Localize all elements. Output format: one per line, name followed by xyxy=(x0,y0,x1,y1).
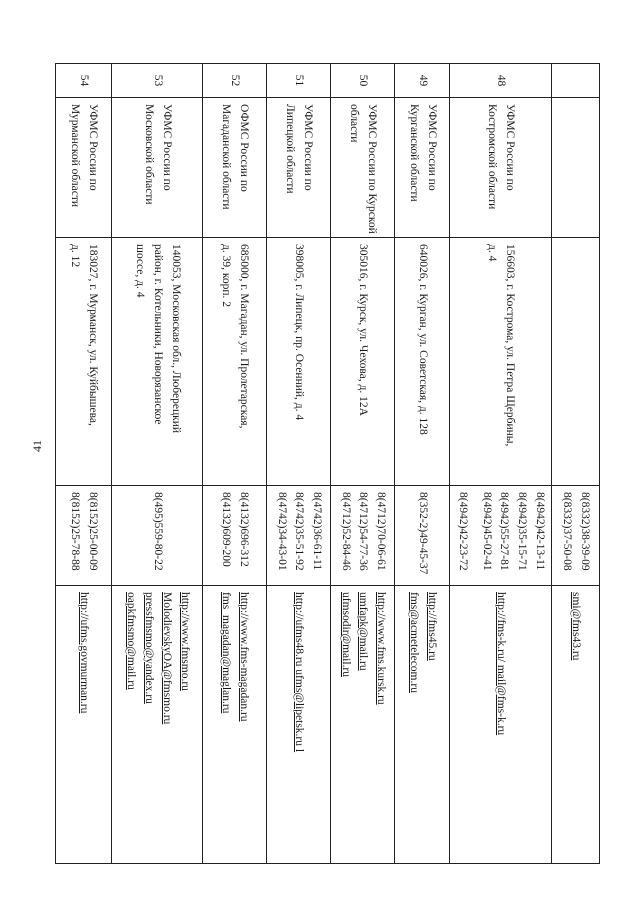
organization-cell xyxy=(394,98,449,238)
organization-cell xyxy=(111,98,202,238)
table-row xyxy=(552,64,600,864)
address-line: д. 12 xyxy=(69,244,82,268)
phone-number: 8(8152)25-00-09 xyxy=(87,492,100,571)
contact-link[interactable]: fms_magadan@maglan.ru xyxy=(220,592,233,714)
table-body xyxy=(55,64,599,864)
contact-links-cell xyxy=(266,586,330,864)
table-row xyxy=(266,64,330,864)
organization-name: УФМС России по Курской xyxy=(366,104,379,234)
phone-number: 8(8332)37-50-08 xyxy=(561,492,574,571)
phone-number: 8(4742)35-51-92 xyxy=(293,492,306,571)
organization-cell xyxy=(266,98,330,238)
contact-link[interactable]: umfapk@mail.ru xyxy=(357,592,370,671)
address-line: район, г. Котельники, Новорязанское xyxy=(151,244,164,425)
row-number: 51 xyxy=(266,64,330,98)
organization-name: Липецкой области xyxy=(284,104,297,194)
address-cell xyxy=(394,238,449,486)
address-line: 156603, г. Кострома, ул. Петра Щербины, xyxy=(504,244,517,447)
phone-number: 8(8152)25-78-88 xyxy=(69,492,82,571)
phone-cell xyxy=(266,486,330,586)
phone-number: 8(4942)42-13-11 xyxy=(534,492,546,571)
address-cell xyxy=(330,238,394,486)
contact-link[interactable]: pressfmsmo@yandex.ru xyxy=(142,592,155,704)
contact-links-cell xyxy=(330,586,394,864)
phone-number: 8(4132)696-312 xyxy=(238,492,251,567)
phone-cell xyxy=(449,486,551,586)
organization-cell xyxy=(449,98,551,238)
organization-name: Курганской области xyxy=(407,104,420,202)
address-line: д. 39, корп. 2 xyxy=(220,244,233,308)
address-line: шоссе, д. 4 xyxy=(134,244,147,298)
row-number: 50 xyxy=(330,64,394,98)
phone-cell xyxy=(111,486,202,586)
organization-cell xyxy=(55,98,111,238)
contact-link[interactable]: oapkfmsmo@mail.ru xyxy=(125,592,138,690)
table-row xyxy=(330,64,394,864)
table-row xyxy=(394,64,449,864)
phone-number: 8(4942)42-23-72 xyxy=(456,492,469,571)
rotated-page-content xyxy=(70,63,600,863)
address-line: 685000, г. Магадан, ул. Пролетарская, xyxy=(238,244,251,429)
contact-link[interactable]: http://ufms.govmurman.ru xyxy=(78,592,91,714)
organization-name: Московской области xyxy=(142,104,155,205)
address-line: 398005, г. Липецк, пр. Осенний, д. 4 xyxy=(293,244,306,421)
phone-cell xyxy=(330,486,394,586)
address-line: д. 4 xyxy=(486,244,499,262)
organization-cell xyxy=(552,98,600,238)
row-number xyxy=(552,64,600,98)
phone-number: 8(4742)36-61-11 xyxy=(311,492,324,571)
phone-cell xyxy=(202,486,266,586)
organization-name: области xyxy=(348,104,361,143)
organization-name: ОФМС России по xyxy=(238,104,251,192)
fms-directory-table xyxy=(55,63,600,864)
phone-number: 8(4942)55-27-81 xyxy=(498,492,511,571)
organization-name: УФМС России по xyxy=(425,104,438,191)
address-cell xyxy=(55,238,111,486)
phone-number: 8(352-2)49-45-37 xyxy=(416,492,429,575)
contact-link[interactable]: fms@acmetelecom.ru xyxy=(407,592,420,693)
contact-link[interactable]: ufmsodir@mail.ru xyxy=(339,592,352,678)
address-line: 640026, г. Курган, ул. Советская, д. 128 xyxy=(416,244,429,435)
contact-link[interactable]: http://www.fms-magadan.ru xyxy=(238,592,251,722)
organization-name: Костромской области xyxy=(486,104,499,210)
row-number: 53 xyxy=(111,64,202,98)
address-cell xyxy=(449,238,551,486)
contact-links-cell xyxy=(202,586,266,864)
phone-number: 8(4712)52-84-46 xyxy=(339,492,352,571)
address-line: 140053, Московская обл., Люберецкий xyxy=(169,244,182,434)
contact-link[interactable]: smi@fms43.ru xyxy=(570,592,583,661)
organization-cell xyxy=(202,98,266,238)
contact-links-cell xyxy=(394,586,449,864)
organization-name: Магаданской области xyxy=(220,104,233,210)
row-number: 52 xyxy=(202,64,266,98)
contact-links-cell xyxy=(111,586,202,864)
row-number: 54 xyxy=(55,64,111,98)
phone-number: 8(495)559-80-22 xyxy=(151,492,164,571)
organization-name: УФМС России по xyxy=(302,104,315,191)
contact-link[interactable]: http://www.fms.kursk.ru xyxy=(375,592,388,705)
table-row xyxy=(55,64,111,864)
phone-number: 8(4742)34-43-01 xyxy=(275,492,288,571)
phone-cell xyxy=(552,486,600,586)
organization-name: УФМС России по xyxy=(87,104,100,191)
address-cell xyxy=(111,238,202,486)
address-line: 183027, г. Мурманск, ул. Куйбышева, xyxy=(87,244,100,426)
contact-links-cell xyxy=(552,586,600,864)
contact-link[interactable]: http://www.fmsmo.ru xyxy=(178,592,191,691)
address-cell xyxy=(202,238,266,486)
phone-number: 8(4712)70-06-61 xyxy=(375,492,388,571)
phone-number: 8(8332)38-39-09 xyxy=(579,492,592,571)
contact-link[interactable]: MolodievskyOA@fmsmo.ru xyxy=(160,592,173,725)
organization-name: Мурманской области xyxy=(69,104,82,208)
table-row xyxy=(202,64,266,864)
row-number: 49 xyxy=(394,64,449,98)
row-number: 48 xyxy=(449,64,551,98)
contact-link[interactable]: http://fms45.ru xyxy=(425,592,438,661)
page-number: 41 xyxy=(30,440,44,452)
contact-links-cell xyxy=(449,586,551,864)
phone-number: 8(4712)54-77-36 xyxy=(357,492,370,571)
address-line: 305016, г. Курск, ул. Чехова, д. 12А xyxy=(357,244,370,416)
organization-name: УФМС России по xyxy=(160,104,173,191)
organization-cell xyxy=(330,98,394,238)
address-cell xyxy=(266,238,330,486)
phone-cell xyxy=(394,486,449,586)
address-cell xyxy=(552,238,600,486)
phone-number: 8(4942)45-02-41 xyxy=(480,492,493,571)
table-row xyxy=(449,64,551,864)
table-row xyxy=(111,64,202,864)
organization-name: УФМС России по xyxy=(504,104,517,191)
contact-links-cell xyxy=(55,586,111,864)
contact-link[interactable]: http://fms-k.ru/ mail@fms-k.ru xyxy=(495,592,508,736)
phone-number: 8(4942)35-15-71 xyxy=(516,492,529,571)
phone-number: 8(4132)609-200 xyxy=(220,492,233,567)
contact-link[interactable]: http://ufms48.ru ufms@lipetsk.ru l xyxy=(293,592,306,753)
phone-cell xyxy=(55,486,111,586)
